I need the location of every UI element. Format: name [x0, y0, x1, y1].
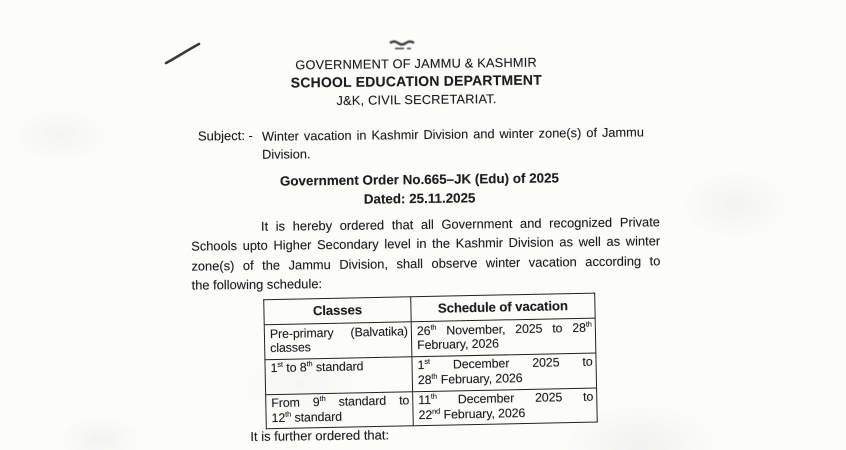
subject-text: Winter vacation in Kashmir Division and winter zone(s) of Jammu Division.	[261, 124, 644, 162]
further-ordered-line: It is further ordered that:	[250, 427, 390, 444]
table-row	[266, 388, 598, 429]
cell-schedule: 26th November, 2025 to 28th February, 2026	[411, 318, 596, 356]
cell-classes: From 9th standard to 12th standard	[266, 391, 414, 429]
cell-classes: 1st to 8th standard	[265, 357, 413, 395]
table-header-schedule: Schedule of vacation	[411, 293, 595, 322]
order-heading	[0, 166, 840, 213]
vacation-schedule-table	[263, 293, 598, 430]
cell-classes: Pre-primary (Balvatika) classes	[264, 322, 412, 360]
secretariat-line: J&K, CIVIL SECRETARIAT.	[336, 91, 497, 108]
table-header-classes: Classes	[264, 297, 411, 325]
subject-label: Subject: -	[197, 127, 253, 144]
cell-schedule: 1st December 2025 to 28th February, 2026	[412, 353, 597, 391]
order-number-line: Government Order No.665–JK (Edu) of 2025	[279, 170, 560, 189]
letterhead	[0, 51, 835, 111]
order-date-line: Dated: 25.11.2025	[363, 189, 476, 207]
department-name: SCHOOL EDUCATION DEPARTMENT	[290, 71, 542, 91]
government-name: GOVERNMENT OF JAMMU & KASHMIR	[295, 54, 538, 73]
cell-schedule: 11th December 2025 to 22nd February, 2026	[413, 388, 598, 426]
order-body-paragraph: It is hereby ordered that all Government and recognized Private Schools upto Higher Secondary level in the Kashmir Division as well as winter zone(s) of the Jammu Division, shall observe winter vacation according to the following schedule:	[191, 214, 661, 293]
